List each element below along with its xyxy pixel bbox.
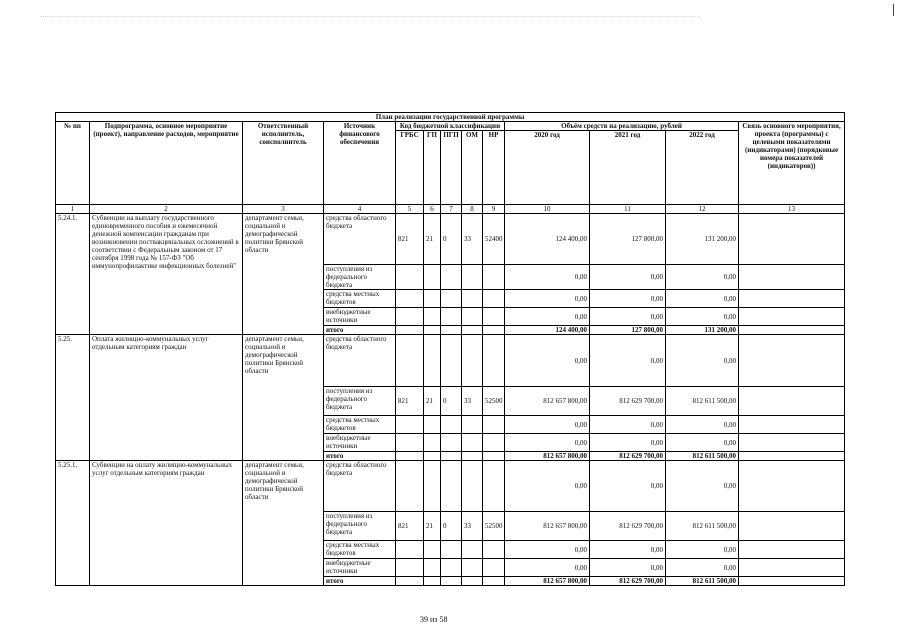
code-pgp [441, 452, 462, 461]
col-number: 1 [56, 205, 90, 214]
funding-source: поступления из федерального бюджета [324, 387, 396, 416]
header-budget-code: Код бюджетной классификации [396, 122, 505, 131]
amount-2021: 0,00 [590, 461, 666, 512]
code-grbs [396, 290, 424, 308]
col-number: 8 [462, 205, 483, 214]
amount-2021: 127 800,00 [590, 214, 666, 265]
scan-noise [40, 16, 700, 18]
header-num: № пп [56, 122, 90, 205]
col-number: 6 [424, 205, 441, 214]
col-number: 5 [396, 205, 424, 214]
funding-source: средства областного бюджета [324, 335, 396, 387]
amount-2021: 0,00 [590, 541, 666, 559]
amount-2021: 812 629 700,00 [590, 452, 666, 461]
table-row [56, 335, 845, 387]
code-gp: 21 [424, 387, 441, 416]
funding-source: внебюджетные источники [324, 434, 396, 452]
code-grbs [396, 452, 424, 461]
header-link: Связь основного мероприятия, проекта (программы) с целевыми показателями (индикаторами) (порядковые номера показателей (индикаторов)) [739, 122, 845, 205]
amount-2020: 0,00 [505, 308, 590, 326]
code-om: 33 [462, 214, 483, 265]
amount-2022: 0,00 [666, 461, 739, 512]
code-pgp [441, 559, 462, 577]
amount-2020: 812 657 800,00 [505, 512, 590, 541]
indicator-link-cell [739, 326, 845, 335]
header-grbs: ГРБС [396, 131, 424, 205]
amount-2020: 812 657 800,00 [505, 387, 590, 416]
code-gp [424, 577, 441, 586]
amount-2022: 0,00 [666, 559, 739, 577]
funding-source: внебюджетные источники [324, 308, 396, 326]
code-gp [424, 434, 441, 452]
header-nr: НР [483, 131, 505, 205]
amount-2022: 0,00 [666, 265, 739, 290]
funding-source: итого [324, 452, 396, 461]
col-number: 11 [590, 205, 666, 214]
amount-2021: 0,00 [590, 434, 666, 452]
code-grbs [396, 577, 424, 586]
indicator-link-cell [739, 512, 845, 541]
amount-2020: 0,00 [505, 290, 590, 308]
code-gp [424, 452, 441, 461]
col-number: 2 [90, 205, 243, 214]
indicator-link-cell [739, 290, 845, 308]
item-responsible: департамент семьи, социальной и демографической политики Брянской области [243, 214, 324, 335]
code-pgp [441, 290, 462, 308]
indicator-link-cell [739, 461, 845, 512]
amount-2020: 0,00 [505, 335, 590, 387]
amount-2020: 124 400,00 [505, 214, 590, 265]
code-gp [424, 559, 441, 577]
code-nr [483, 461, 505, 512]
code-om [462, 326, 483, 335]
item-number: 5.25.1. [56, 461, 90, 586]
indicator-link-cell [739, 434, 845, 452]
item-number: 5.24.1. [56, 214, 90, 335]
code-nr [483, 335, 505, 387]
code-om [462, 461, 483, 512]
amount-2020: 0,00 [505, 416, 590, 434]
indicator-link-cell [739, 541, 845, 559]
indicator-link-cell [739, 265, 845, 290]
indicator-link-cell [739, 452, 845, 461]
code-om [462, 308, 483, 326]
funding-source: итого [324, 326, 396, 335]
code-nr [483, 434, 505, 452]
code-grbs [396, 326, 424, 335]
header-responsible: Ответственный исполнитель, соисполнитель [243, 122, 324, 205]
code-nr: 52400 [483, 214, 505, 265]
col-number: 12 [666, 205, 739, 214]
col-number: 13 [739, 205, 845, 214]
code-pgp [441, 326, 462, 335]
code-pgp [441, 434, 462, 452]
code-pgp [441, 416, 462, 434]
code-om: 33 [462, 512, 483, 541]
table-row [56, 214, 845, 265]
code-grbs [396, 541, 424, 559]
funding-source: поступления из федерального бюджета [324, 512, 396, 541]
indicator-link-cell [739, 387, 845, 416]
amount-2020: 0,00 [505, 541, 590, 559]
code-gp: 21 [424, 512, 441, 541]
code-gp [424, 265, 441, 290]
code-grbs [396, 416, 424, 434]
item-responsible: департамент семьи, социальной и демографической политики Брянской области [243, 335, 324, 461]
amount-2022: 812 611 500,00 [666, 512, 739, 541]
code-om [462, 434, 483, 452]
amount-2021: 0,00 [590, 335, 666, 387]
table-row [56, 461, 845, 512]
header-pgp: ПГП [441, 131, 462, 205]
scan-edge-mark [893, 4, 894, 16]
item-number: 5.25. [56, 335, 90, 461]
code-nr [483, 559, 505, 577]
amount-2020: 0,00 [505, 559, 590, 577]
code-grbs: 821 [396, 512, 424, 541]
amount-2021: 0,00 [590, 416, 666, 434]
funding-source: средства областного бюджета [324, 461, 396, 512]
code-nr [483, 308, 505, 326]
code-pgp: 0 [441, 214, 462, 265]
amount-2022: 0,00 [666, 416, 739, 434]
code-grbs [396, 461, 424, 512]
amount-2021: 0,00 [590, 265, 666, 290]
amount-2022: 131 200,00 [666, 214, 739, 265]
code-nr [483, 416, 505, 434]
amount-2020: 124 400,00 [505, 326, 590, 335]
code-nr [483, 326, 505, 335]
header-om: ОМ [462, 131, 483, 205]
amount-2020: 0,00 [505, 434, 590, 452]
item-name: Субвенции на выплату государственного единовременного пособия и ежемесячной денежной компенсации гражданам при возникновении поствакцинальных осложнений в соответствии с Федеральным законом от 17 сентября 1998 года № 157-ФЗ "Об иммунопрофилактике инфекционных болезней" [90, 214, 243, 335]
code-nr: 52500 [483, 512, 505, 541]
col-number: 7 [441, 205, 462, 214]
amount-2022: 812 611 500,00 [666, 387, 739, 416]
header-2021: 2021 год [590, 131, 666, 205]
amount-2022: 0,00 [666, 335, 739, 387]
code-nr [483, 452, 505, 461]
header-volume: Объём средств на реализацию, рублей [505, 122, 739, 131]
amount-2022: 0,00 [666, 290, 739, 308]
amount-2021: 0,00 [590, 308, 666, 326]
code-pgp: 0 [441, 387, 462, 416]
code-pgp [441, 308, 462, 326]
indicator-link-cell [739, 559, 845, 577]
indicator-link-cell [739, 214, 845, 265]
code-grbs: 821 [396, 214, 424, 265]
plan-table [55, 112, 845, 586]
indicator-link-cell [739, 416, 845, 434]
code-nr [483, 265, 505, 290]
code-gp [424, 461, 441, 512]
code-gp [424, 308, 441, 326]
code-grbs [396, 434, 424, 452]
amount-2021: 812 629 700,00 [590, 512, 666, 541]
amount-2022: 812 611 500,00 [666, 452, 739, 461]
amount-2022: 812 611 500,00 [666, 577, 739, 586]
amount-2021: 0,00 [590, 290, 666, 308]
header-2020: 2020 год [505, 131, 590, 205]
code-gp [424, 326, 441, 335]
code-pgp [441, 461, 462, 512]
item-name: Субвенции на оплату жилищно-коммунальных услуг отдельным категориям граждан [90, 461, 243, 586]
header-source: Источник финансового обеспечения [324, 122, 396, 205]
code-grbs [396, 308, 424, 326]
amount-2021: 812 629 700,00 [590, 577, 666, 586]
funding-source: поступления из федерального бюджета [324, 265, 396, 290]
item-responsible: департамент семьи, социальной и демографической политики Брянской области [243, 461, 324, 586]
code-om: 33 [462, 387, 483, 416]
plan-table-body [56, 214, 845, 586]
amount-2020: 0,00 [505, 265, 590, 290]
code-nr [483, 541, 505, 559]
code-pgp [441, 335, 462, 387]
funding-source: средства областного бюджета [324, 214, 396, 265]
header-gp: ГП [424, 131, 441, 205]
code-grbs [396, 335, 424, 387]
code-gp [424, 290, 441, 308]
funding-source: итого [324, 577, 396, 586]
table-title: План реализации государственной программы [56, 113, 845, 122]
code-gp [424, 416, 441, 434]
amount-2022: 131 200,00 [666, 326, 739, 335]
code-pgp: 0 [441, 512, 462, 541]
col-number: 9 [483, 205, 505, 214]
code-pgp [441, 541, 462, 559]
code-nr: 52500 [483, 387, 505, 416]
code-nr [483, 577, 505, 586]
col-number: 4 [324, 205, 396, 214]
code-om [462, 416, 483, 434]
code-om [462, 541, 483, 559]
code-om [462, 265, 483, 290]
header-2022: 2022 год [666, 131, 739, 205]
indicator-link-cell [739, 577, 845, 586]
code-om [462, 290, 483, 308]
amount-2021: 812 629 700,00 [590, 387, 666, 416]
code-nr [483, 290, 505, 308]
amount-2022: 0,00 [666, 308, 739, 326]
amount-2020: 812 657 800,00 [505, 452, 590, 461]
funding-source: внебюджетные источники [324, 559, 396, 577]
code-om [462, 577, 483, 586]
amount-2021: 127 800,00 [590, 326, 666, 335]
code-pgp [441, 577, 462, 586]
indicator-link-cell [739, 308, 845, 326]
amount-2020: 812 657 800,00 [505, 577, 590, 586]
code-grbs: 821 [396, 387, 424, 416]
code-gp [424, 335, 441, 387]
code-gp: 21 [424, 214, 441, 265]
header-subprogram: Подпрограмма, основное мероприятие (проект), направление расходов, мероприятие [90, 122, 243, 205]
col-number: 3 [243, 205, 324, 214]
amount-2022: 0,00 [666, 541, 739, 559]
code-om [462, 559, 483, 577]
code-grbs [396, 559, 424, 577]
page-number: 39 из 58 [420, 615, 448, 624]
column-number-row [56, 205, 845, 214]
amount-2021: 0,00 [590, 559, 666, 577]
indicator-link-cell [739, 335, 845, 387]
code-om [462, 452, 483, 461]
funding-source: средства местных бюджетов [324, 290, 396, 308]
code-pgp [441, 265, 462, 290]
code-grbs [396, 265, 424, 290]
amount-2020: 0,00 [505, 461, 590, 512]
funding-source: средства местных бюджетов [324, 541, 396, 559]
amount-2022: 0,00 [666, 434, 739, 452]
funding-source: средства местных бюджетов [324, 416, 396, 434]
code-om [462, 335, 483, 387]
code-gp [424, 541, 441, 559]
item-name: Оплата жилищно-коммунальных услуг отдельным категориям граждан [90, 335, 243, 461]
col-number: 10 [505, 205, 590, 214]
